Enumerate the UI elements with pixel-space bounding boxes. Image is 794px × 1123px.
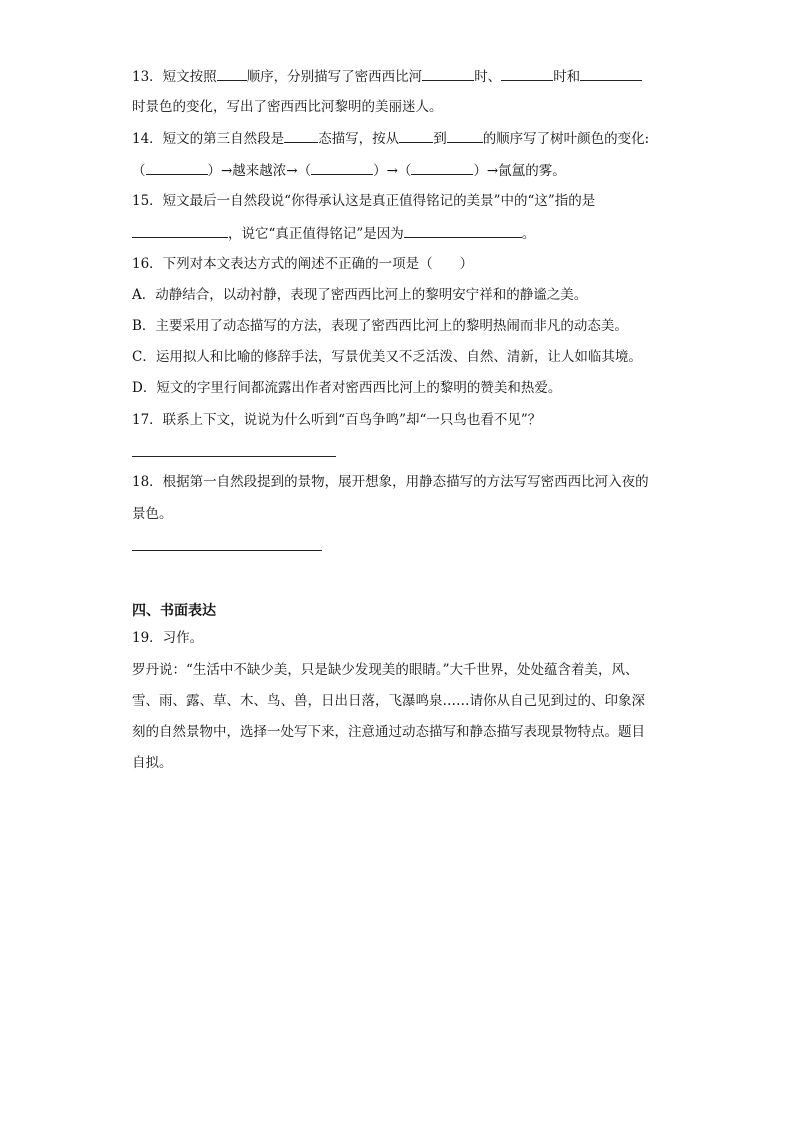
q15-line1: 15．短文最后一自然段说“你得承认这是真正值得铭记的美景”中的“这”指的是: [132, 193, 596, 209]
q15-blank-1[interactable]: [132, 223, 228, 238]
q14-text-a: 14．短文的第三自然段是: [132, 131, 285, 147]
q14-line1: [132, 128, 649, 149]
q15-text-b: ，说它“真正值得铭记”是因为: [228, 226, 404, 242]
q14-blank-4[interactable]: [146, 160, 208, 175]
q16-option-c[interactable]: C．运用拟人和比喻的修辞手法，写景优美又不乏活泼、自然、清新，让人如临其境。: [132, 349, 642, 365]
q13-text-d: 时和: [553, 69, 581, 85]
q16-option-d[interactable]: D．短文的字里行间都流露出作者对密西西比河上的黎明的赞美和热爱。: [132, 380, 562, 396]
q13-text-b: 顺序，分别描写了密西西比河: [246, 69, 423, 85]
q15-text-c: 。: [521, 226, 536, 242]
q13-blank-1[interactable]: [217, 66, 247, 81]
q17-stem: 17．联系上下文，说说为什么听到“百鸟争鸣”却“一只鸟也看不见”？: [132, 412, 542, 428]
q16-option-b[interactable]: B．主要采用了动态描写的方法，表现了密西西比河上的黎明热闹而非凡的动态美。: [132, 318, 628, 334]
q13-blank-4[interactable]: [580, 66, 642, 81]
section-heading: 四、书面表达: [132, 603, 216, 619]
q13-line1: [132, 66, 642, 87]
q19-prompt-line: 雪、雨、露、草、木、鸟、兽，日出日落，飞瀑鸣泉……请你从自己见到过的、印象深: [132, 693, 645, 709]
q13-blank-3[interactable]: [501, 66, 553, 81]
q18-line1: 18．根据第一自然段提到的景物，展开想象，用静态描写的方法写写密西西比河入夜的: [132, 474, 649, 490]
q14-text-close1: ）→越来越浓→（: [207, 163, 312, 179]
q15-line2: [132, 223, 535, 244]
q14-text-b: 态描写，按从: [318, 131, 400, 147]
q14-paren-open: （: [132, 163, 146, 179]
q16-option-a[interactable]: A．动静结合，以动衬静，表现了密西西比河上的黎明安宁祥和的静谧之美。: [132, 287, 588, 303]
q13-text-a: 13．短文按照: [132, 69, 217, 85]
q14-text-close2: ）→（: [373, 163, 412, 179]
q13-text-c: 时、: [474, 69, 502, 85]
q17-answer-line[interactable]: [132, 456, 336, 457]
q14-blank-1[interactable]: [284, 128, 318, 143]
q18-answer-line[interactable]: [132, 550, 322, 551]
q14-line2: [132, 160, 566, 181]
q19-stem: 19．习作。: [132, 630, 204, 646]
q14-blank-6[interactable]: [411, 160, 473, 175]
q19-prompt-line: 自拟。: [132, 755, 173, 771]
q15-blank-2[interactable]: [404, 223, 522, 238]
q14-blank-2[interactable]: [399, 128, 433, 143]
q14-text-d: 的顺序写了树叶颜色的变化:: [482, 131, 650, 147]
q14-blank-5[interactable]: [311, 160, 373, 175]
q14-text-c: 到: [433, 131, 447, 147]
q18-line2: 景色。: [132, 506, 173, 522]
q13-line2: 时景色的变化，写出了密西西比河黎明的美丽迷人。: [132, 99, 443, 115]
q13-blank-2[interactable]: [422, 66, 474, 81]
q14-text-close3: ）→氤氲的雾。: [473, 163, 566, 179]
q19-prompt-line: 刻的自然景物中，选择一处写下来，注意通过动态描写和静态描写表现景物特点。题目: [132, 724, 645, 740]
q16-stem: 16．下列对本文表达方式的阐述不正确的一项是（ ）: [132, 256, 474, 272]
q19-prompt-line: 罗丹说：“生活中不缺少美，只是缺少发现美的眼睛。”大千世界，处处蕴含着美，风、: [132, 662, 639, 678]
q14-blank-3[interactable]: [447, 128, 483, 143]
